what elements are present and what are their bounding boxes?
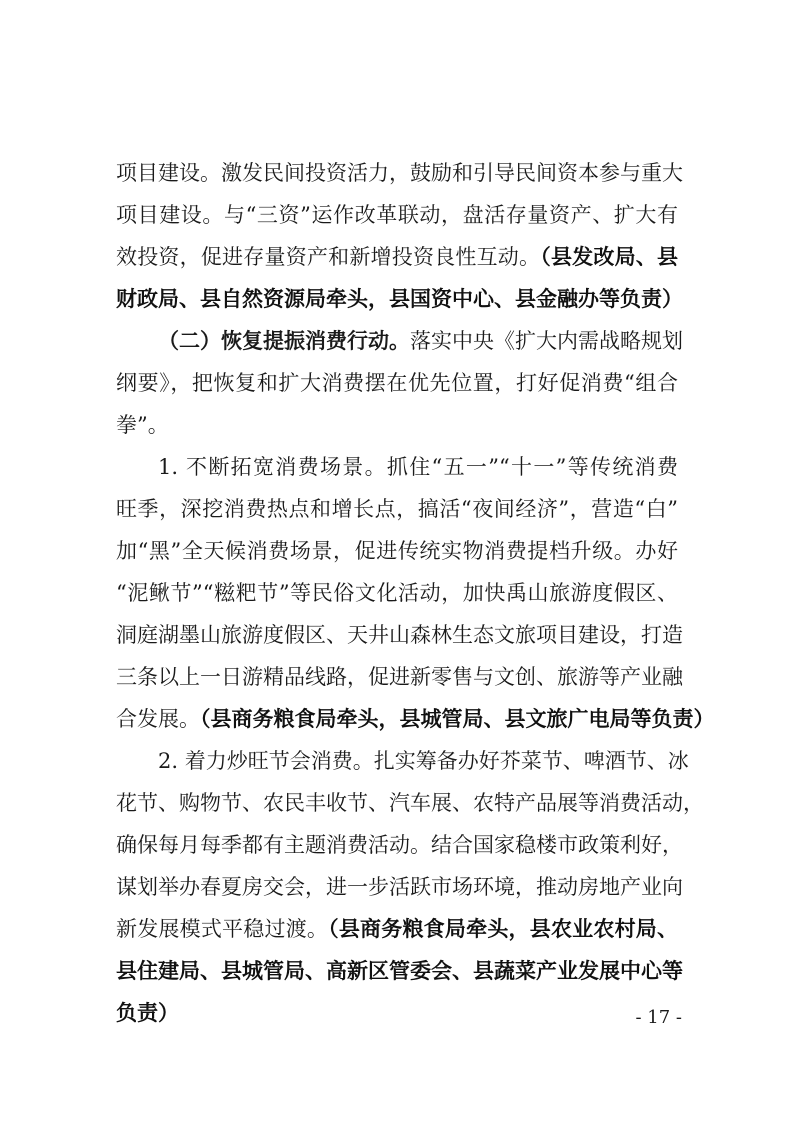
- responsibility-note: （县发改局、县: [540, 245, 679, 269]
- text-line: [116, 788, 704, 818]
- text-segment: 合发展。: [116, 707, 200, 731]
- text-line: [116, 998, 678, 1028]
- responsibility-note: 财政局、县自然资源局牵头，县国资中心、县金融办等负责）: [116, 287, 683, 311]
- text-segment: 2. 着力炒旺节会消费。扎实筹备办好芥菜节、啤酒节、冰: [158, 749, 689, 773]
- text-segment: 加“黑”全天候消费场景，促进传统实物消费提档升级。办好: [116, 539, 678, 563]
- text-segment: 拳”。: [116, 413, 169, 437]
- section-heading: （二）恢复提振消费行动。: [158, 329, 410, 353]
- text-line: [116, 158, 683, 188]
- text-segment: 三条以上一日游精品线路，促进新零售与文创、旅游等产业融: [116, 665, 683, 689]
- text-line: [116, 284, 683, 314]
- text-segment: 项目建设。激发民间投资活力，鼓励和引导民间资本参与重大: [116, 161, 683, 185]
- text-line: [116, 578, 678, 608]
- text-segment: 谋划举办春夏房交会，进一步活跃市场环境，推动房地产业向: [116, 875, 683, 899]
- text-line: [116, 956, 683, 986]
- text-line: [116, 410, 678, 440]
- text-line: [116, 242, 678, 272]
- text-segment: 效投资，促进存量资产和新增投资良性互动。: [116, 245, 541, 269]
- text-segment: 纲要》，把恢复和扩大消费摆在优先位置，打好促消费“组合: [116, 371, 678, 395]
- responsibility-note: 县住建局、县城管局、高新区管委会、县蔬菜产业发展中心等: [116, 959, 683, 983]
- text-segment: 洞庭湖墨山旅游度假区、天井山森林生态文旅项目建设，打造: [116, 623, 683, 647]
- text-segment: 项目建设。与“三资”运作改革联动，盘活存量资产、扩大有: [116, 203, 678, 227]
- text-segment: 落实中央《扩大内需战略规划: [410, 329, 683, 353]
- text-line: [158, 452, 678, 482]
- text-line: [116, 704, 715, 734]
- text-segment: “泥鳅节”“糍粑节”等民俗文化活动，加快禹山旅游度假区、: [116, 581, 678, 605]
- responsibility-note: （县商务粮食局牵头，县城管局、县文旅广电局等负责）: [200, 707, 715, 731]
- page-number: - 17 -: [635, 1007, 682, 1028]
- text-line: [158, 326, 683, 356]
- text-line: [116, 620, 683, 650]
- text-line: [116, 914, 678, 944]
- text-segment: 旺季，深挖消费热点和增长点，搞活“夜间经济”，营造“白”: [116, 497, 678, 521]
- text-segment: 花节、购物节、农民丰收节、汽车展、农特产品展等消费活动，: [116, 791, 704, 815]
- text-line: [116, 200, 678, 230]
- text-line: [116, 872, 683, 902]
- text-line: [116, 368, 678, 398]
- text-line: [116, 494, 678, 524]
- text-segment: 新发展模式平稳过渡。: [116, 917, 329, 941]
- text-line: [116, 830, 683, 860]
- text-line: [116, 536, 678, 566]
- text-line: [158, 746, 689, 776]
- text-line: [116, 662, 683, 692]
- text-segment: 1. 不断拓宽消费场景。抓住“五一”“十一”等传统消费: [158, 455, 678, 479]
- text-segment: 确保每月每季都有主题消费活动。结合国家稳楼市政策利好，: [116, 833, 683, 857]
- responsibility-note: 负责）: [116, 1001, 179, 1025]
- responsibility-note: （县商务粮食局牵头，县农业农村局、: [328, 917, 679, 941]
